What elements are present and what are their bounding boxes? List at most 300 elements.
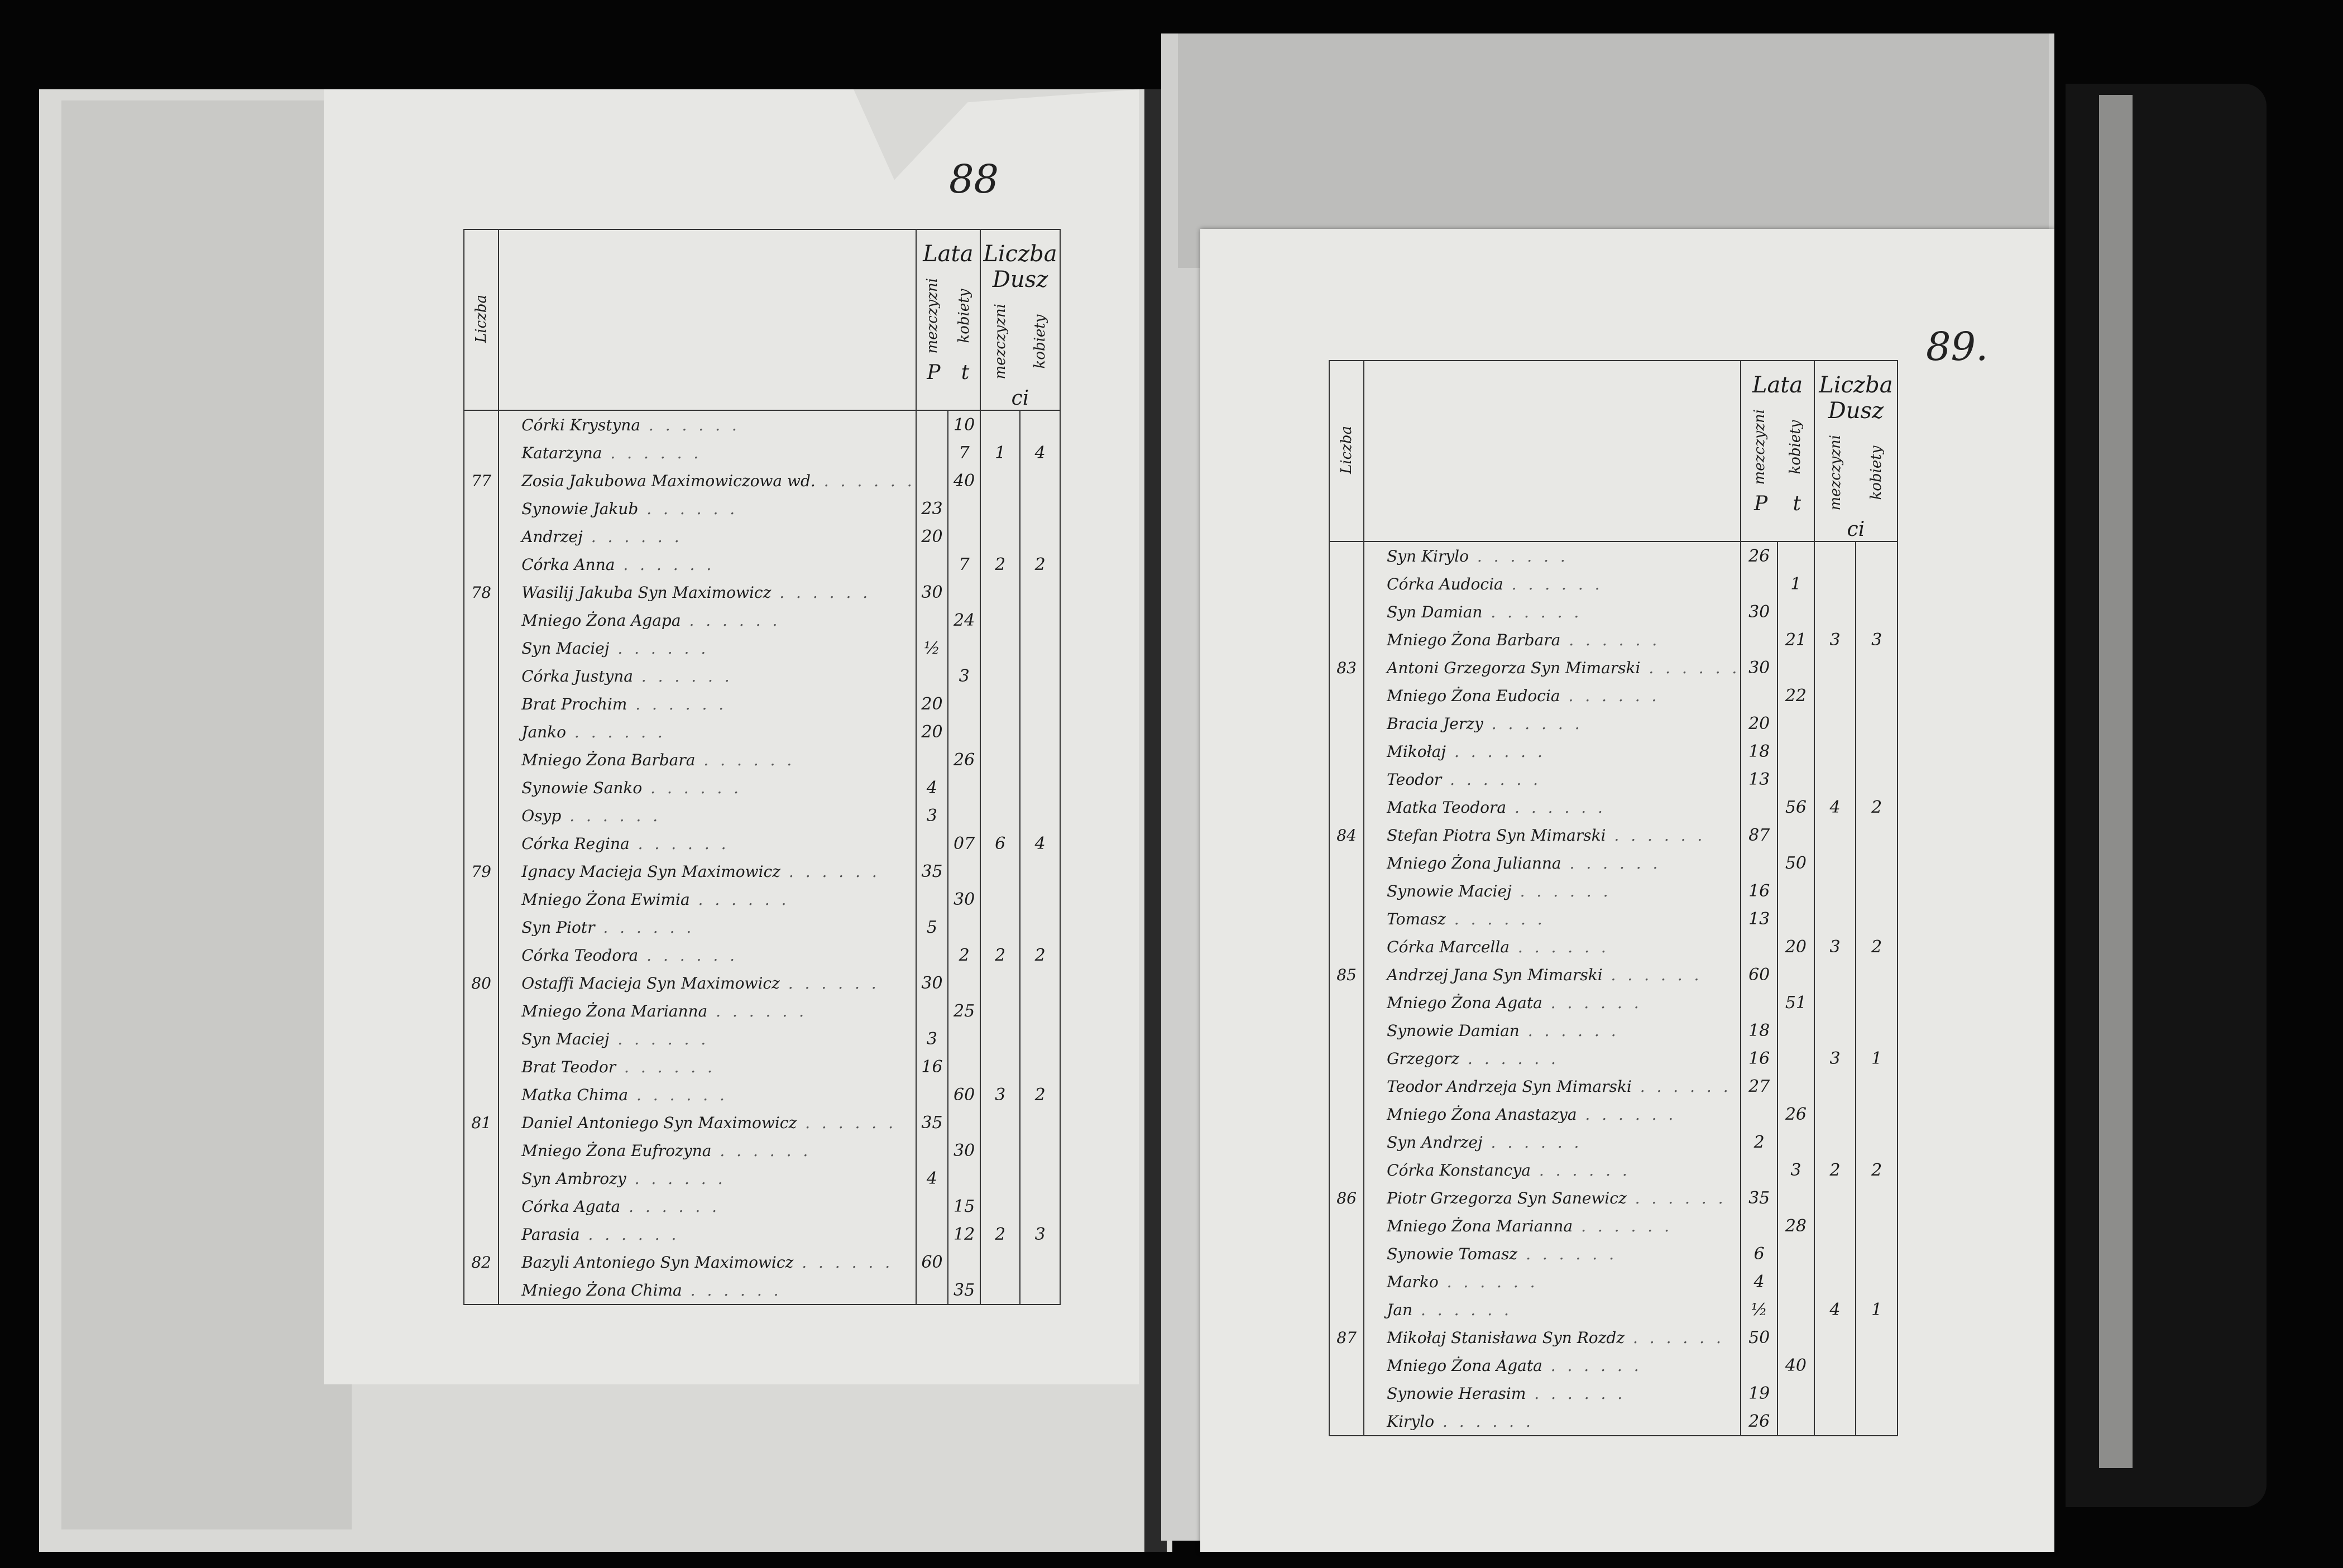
register-row (464, 522, 1060, 550)
age-female (1777, 709, 1814, 737)
age-female (1777, 1184, 1814, 1212)
register-row (464, 941, 1060, 969)
register-row (464, 774, 1060, 802)
entry-number (1329, 849, 1364, 877)
entry-number (464, 1164, 499, 1192)
age-female: 51 (1777, 989, 1814, 1016)
register-row (464, 634, 1060, 662)
age-female: 30 (948, 1137, 980, 1164)
age-female (1777, 821, 1814, 849)
count-female: 2 (1020, 941, 1060, 969)
count-female (1020, 1109, 1060, 1137)
register-row (1329, 1072, 1898, 1100)
entry-number (1329, 1128, 1364, 1156)
age-male: 60 (916, 1248, 948, 1276)
count-male: 4 (1814, 1296, 1856, 1324)
person-name: Syn Damian . . . . . . (1364, 598, 1741, 626)
age-female (948, 522, 980, 550)
count-male: 2 (980, 1220, 1020, 1248)
dotted-leader: . . . . . . (561, 806, 662, 825)
age-female (948, 634, 980, 662)
age-male (1741, 793, 1777, 821)
person-name: Marko . . . . . . (1364, 1268, 1741, 1296)
age-male (916, 1192, 948, 1220)
count-female (1020, 885, 1060, 913)
age-female (1777, 737, 1814, 765)
entry-number (464, 829, 499, 857)
dotted-leader: . . . . . . (682, 1281, 782, 1300)
age-female: 07 (948, 829, 980, 857)
count-male (980, 1025, 1020, 1053)
sub-header-m: mezczyzni (923, 278, 941, 354)
age-female: 25 (948, 997, 980, 1025)
dotted-leader: . . . . . . (1560, 686, 1660, 705)
person-name: Tomasz . . . . . . (1364, 905, 1741, 933)
person-name: Daniel Antoniego Syn Maximowicz . . . . . . (499, 1109, 916, 1137)
register-row (1329, 849, 1898, 877)
age-female (1777, 1044, 1814, 1072)
dotted-leader: . . . . . . (616, 1057, 716, 1076)
person-name: Córka Justyna . . . . . . (499, 662, 916, 690)
entry-number (464, 997, 499, 1025)
age-male: 20 (916, 718, 948, 746)
person-name: Grzegorz . . . . . . (1364, 1044, 1741, 1072)
count-male (980, 913, 1020, 941)
age-female (948, 495, 980, 522)
age-male (1741, 1100, 1777, 1128)
dotted-leader: . . . . . . (1506, 798, 1606, 817)
person-name: Mniego Żona Marianna . . . . . . (1364, 1212, 1741, 1240)
dotted-leader: . . . . . . (1468, 546, 1569, 565)
entry-number (1329, 1212, 1364, 1240)
dotted-leader: . . . . . . (1517, 1244, 1617, 1263)
register-row (464, 857, 1060, 885)
age-male: 13 (1741, 905, 1777, 933)
dotted-leader: . . . . . . (1511, 881, 1612, 900)
register-row (1329, 1407, 1898, 1436)
person-name: Córki Krystyna . . . . . . (499, 410, 916, 439)
count-male: 6 (980, 829, 1020, 857)
count-female (1020, 969, 1060, 997)
count-male (980, 718, 1020, 746)
dotted-leader: . . . . . . (566, 722, 666, 741)
age-female: 30 (948, 885, 980, 913)
entry-number (1329, 626, 1364, 654)
count-male (980, 606, 1020, 634)
count-female (1856, 765, 1898, 793)
person-name: Córka Agata . . . . . . (499, 1192, 916, 1220)
register-row (464, 690, 1060, 718)
register-row (1329, 989, 1898, 1016)
age-male: 4 (916, 774, 948, 802)
age-female (1777, 877, 1814, 905)
entry-number (464, 1137, 499, 1164)
dotted-leader: . . . . . . (1434, 1412, 1534, 1431)
count-female (1020, 1053, 1060, 1081)
sub-header-p: P (927, 361, 941, 385)
entry-number (464, 634, 499, 662)
count-female (1856, 570, 1898, 598)
col-header-nr: Liczba (1329, 361, 1364, 541)
dotted-leader: . . . . . . (620, 1197, 721, 1216)
count-male: 2 (980, 550, 1020, 578)
count-male (1814, 1407, 1856, 1436)
age-female (948, 857, 980, 885)
dotted-leader: . . . . . . (793, 1253, 894, 1272)
register-row (464, 718, 1060, 746)
register-row (464, 578, 1060, 606)
age-female (1777, 961, 1814, 989)
count-female (1856, 1184, 1898, 1212)
register-row (1329, 793, 1898, 821)
count-female (1020, 1192, 1060, 1220)
register-row (1329, 1100, 1898, 1128)
entry-number (1329, 570, 1364, 598)
person-name: Synowie Sanko . . . . . . (499, 774, 916, 802)
age-male (916, 1081, 948, 1109)
count-female: 2 (1856, 1156, 1898, 1184)
count-female (1020, 606, 1060, 634)
dotted-leader: . . . . . . (579, 1225, 680, 1244)
person-name: Synowie Damian . . . . . . (1364, 1016, 1741, 1044)
count-male (1814, 821, 1856, 849)
count-male (1814, 570, 1856, 598)
register-row (464, 1164, 1060, 1192)
dotted-leader: . . . . . . (797, 1113, 897, 1132)
dotted-leader: . . . . . . (1577, 1105, 1677, 1124)
book-cover-strip (2099, 95, 2133, 1468)
age-female (1777, 1379, 1814, 1407)
person-name: Mniego Żona Agapa . . . . . . (499, 606, 916, 634)
count-female (1856, 1379, 1898, 1407)
count-female (1020, 1164, 1060, 1192)
entry-number (464, 802, 499, 829)
count-male (1814, 905, 1856, 933)
register-row (1329, 1128, 1898, 1156)
entry-number: 80 (464, 969, 499, 997)
age-male (1741, 1351, 1777, 1379)
dotted-leader: . . . . . . (1441, 770, 1542, 789)
age-male: 30 (916, 578, 948, 606)
person-name: Syn Ambrozy . . . . . . (499, 1164, 916, 1192)
dotted-leader: . . . . . . (1542, 1356, 1642, 1375)
sub-header-m: mezczyzni (1751, 409, 1768, 485)
sub-header-m: mezczyzni (992, 304, 1009, 380)
person-name: Córka Teodora . . . . . . (499, 941, 916, 969)
age-male (1741, 1156, 1777, 1184)
sub-header-k: kobiety (1787, 420, 1804, 474)
age-male (916, 662, 948, 690)
register-row (1329, 1184, 1898, 1212)
entry-number (464, 606, 499, 634)
age-male: 60 (1741, 961, 1777, 989)
count-female: 1 (1856, 1044, 1898, 1072)
register-row (464, 662, 1060, 690)
book-cover-edge (2066, 84, 2267, 1507)
age-female: 28 (1777, 1212, 1814, 1240)
age-male: 16 (1741, 877, 1777, 905)
register-row (464, 1276, 1060, 1305)
dotted-leader: . . . . . . (629, 834, 730, 853)
register-row (464, 467, 1060, 495)
person-name: Mniego Żona Ewimia . . . . . . (499, 885, 916, 913)
person-name: Synowie Herasim . . . . . . (1364, 1379, 1741, 1407)
person-name: Synowie Jakub . . . . . . (499, 495, 916, 522)
entry-number (464, 662, 499, 690)
entry-number (1329, 765, 1364, 793)
age-female: 26 (1777, 1100, 1814, 1128)
person-name: Mikołaj Stanisława Syn Rozdz . . . . . . (1364, 1324, 1741, 1351)
count-female (1856, 961, 1898, 989)
age-female (948, 718, 980, 746)
person-name: Syn Piotr . . . . . . (499, 913, 916, 941)
register-row (1329, 709, 1898, 737)
age-male: 26 (1741, 541, 1777, 570)
register-row (1329, 570, 1898, 598)
register-row (464, 1248, 1060, 1276)
count-male: 3 (1814, 626, 1856, 654)
entry-number (464, 1276, 499, 1305)
count-male (980, 522, 1020, 550)
entry-number (464, 550, 499, 578)
count-male (1814, 1212, 1856, 1240)
count-female (1856, 1072, 1898, 1100)
entry-number: 81 (464, 1109, 499, 1137)
age-male: 16 (1741, 1044, 1777, 1072)
dotted-leader: . . . . . . (1482, 602, 1583, 621)
person-name: Mniego Żona Agata . . . . . . (1364, 1351, 1741, 1379)
person-name: Zosia Jakubowa Maximowiczowa wd. . . . . . . (499, 467, 916, 495)
count-male (980, 662, 1020, 690)
person-name: Antoni Grzegorza Syn Mimarski . . . . . . (1364, 654, 1741, 682)
dotted-leader: . . . . . . (1438, 1272, 1539, 1291)
count-male: 2 (980, 941, 1020, 969)
entry-number (464, 885, 499, 913)
count-female: 1 (1856, 1296, 1898, 1324)
age-female (1777, 1407, 1814, 1436)
entry-number: 87 (1329, 1324, 1364, 1351)
entry-number (1329, 682, 1364, 709)
dotted-leader: . . . . . . (626, 1169, 726, 1188)
dotted-leader: . . . . . . (609, 1029, 710, 1048)
age-female: 3 (948, 662, 980, 690)
count-female (1856, 1212, 1898, 1240)
dotted-leader: . . . . . . (595, 918, 695, 937)
count-male (1814, 598, 1856, 626)
age-male: 6 (1741, 1240, 1777, 1268)
person-name: Mniego Żona Barbara . . . . . . (1364, 626, 1741, 654)
entry-number (464, 1053, 499, 1081)
age-female: 3 (1777, 1156, 1814, 1184)
count-female (1856, 598, 1898, 626)
dotted-leader: . . . . . . (707, 1001, 808, 1020)
count-male (1814, 989, 1856, 1016)
age-female: 10 (948, 410, 980, 439)
age-female: 12 (948, 1220, 980, 1248)
dotted-leader: . . . . . . (628, 1085, 728, 1104)
count-female (1856, 1351, 1898, 1379)
age-female (1777, 1240, 1814, 1268)
age-female (948, 969, 980, 997)
col-header-name (1364, 361, 1741, 541)
count-female (1856, 1324, 1898, 1351)
age-female (948, 578, 980, 606)
register-row (1329, 1212, 1898, 1240)
entry-number (464, 1220, 499, 1248)
entry-number: 85 (1329, 961, 1364, 989)
person-name: Mniego Żona Marianna . . . . . . (499, 997, 916, 1025)
right-page-number: 89. (1926, 324, 1989, 370)
dotted-leader: . . . . . . (1631, 1077, 1732, 1096)
count-male (980, 410, 1020, 439)
entry-number (1329, 905, 1364, 933)
dotted-leader: . . . . . . (615, 555, 715, 574)
person-name: Bracia Jerzy . . . . . . (1364, 709, 1741, 737)
count-male (980, 746, 1020, 774)
person-name: Piotr Grzegorza Syn Sanewicz . . . . . . (1364, 1184, 1741, 1212)
person-name: Andrzej . . . . . . (499, 522, 916, 550)
person-name: Mniego Żona Barbara . . . . . . (499, 746, 916, 774)
person-name: Brat Prochim . . . . . . (499, 690, 916, 718)
person-name: Córka Konstancya . . . . . . (1364, 1156, 1741, 1184)
entry-number (1329, 989, 1364, 1016)
age-male: 26 (1741, 1407, 1777, 1436)
age-female (1777, 1128, 1814, 1156)
col-header-lata: Lata mezczyzni kobiety P t (1741, 361, 1814, 541)
person-name: Ostaffi Macieja Syn Maximowicz . . . . . . (499, 969, 916, 997)
age-male: 18 (1741, 1016, 1777, 1044)
count-female (1020, 662, 1060, 690)
dotted-leader: . . . . . . (695, 750, 796, 769)
age-male (916, 439, 948, 467)
dotted-leader: . . . . . . (711, 1141, 812, 1160)
count-male (1814, 849, 1856, 877)
count-male (980, 495, 1020, 522)
age-male: 13 (1741, 765, 1777, 793)
count-male (980, 634, 1020, 662)
register-row (1329, 1296, 1898, 1324)
age-male (916, 550, 948, 578)
entry-number (464, 410, 499, 439)
age-female (948, 1109, 980, 1137)
age-female (1777, 765, 1814, 793)
age-female: 7 (948, 550, 980, 578)
count-male (1814, 961, 1856, 989)
age-male (916, 885, 948, 913)
person-name: Mniego Żona Eudocia . . . . . . (1364, 682, 1741, 709)
person-name: Syn Kirylo . . . . . . (1364, 541, 1741, 570)
register-row (464, 410, 1060, 439)
register-row (1329, 682, 1898, 709)
count-female (1020, 467, 1060, 495)
age-female (948, 690, 980, 718)
entry-number (1329, 1407, 1364, 1436)
person-name: Syn Maciej . . . . . . (499, 1025, 916, 1053)
age-male: 27 (1741, 1072, 1777, 1100)
count-female: 3 (1856, 626, 1898, 654)
age-female (1777, 1296, 1814, 1324)
count-female (1020, 495, 1060, 522)
age-male: ½ (916, 634, 948, 662)
age-female (948, 1164, 980, 1192)
sub-header-ci: ci (1011, 387, 1029, 410)
count-male (1814, 737, 1856, 765)
person-name: Jan . . . . . . (1364, 1296, 1741, 1324)
register-row (464, 1053, 1060, 1081)
count-male (980, 997, 1020, 1025)
sub-header-m: mezczyzni (1827, 435, 1844, 511)
person-name: Mikołaj . . . . . . (1364, 737, 1741, 765)
entry-number (464, 774, 499, 802)
register-row (1329, 1268, 1898, 1296)
age-female (1777, 654, 1814, 682)
count-male (1814, 1184, 1856, 1212)
age-female: 22 (1777, 682, 1814, 709)
count-female (1020, 1276, 1060, 1305)
entry-number: 82 (464, 1248, 499, 1276)
age-female: 35 (948, 1276, 980, 1305)
register-row (464, 829, 1060, 857)
dotted-leader: . . . . . . (1459, 1049, 1559, 1068)
count-female (1856, 1240, 1898, 1268)
entry-number (464, 1081, 499, 1109)
age-female (1777, 1324, 1814, 1351)
entry-number (1329, 1379, 1364, 1407)
register-row (1329, 1351, 1898, 1379)
count-female (1856, 1128, 1898, 1156)
age-male: 20 (916, 522, 948, 550)
age-male: 30 (1741, 654, 1777, 682)
age-female (948, 802, 980, 829)
dotted-leader: . . . . . . (1446, 742, 1546, 761)
person-name: Mniego Żona Anastazya . . . . . . (1364, 1100, 1741, 1128)
register-row (464, 1109, 1060, 1137)
age-female: 40 (1777, 1351, 1814, 1379)
dotted-leader: . . . . . . (1445, 909, 1546, 928)
age-female (948, 1248, 980, 1276)
age-male (916, 606, 948, 634)
age-female: 1 (1777, 570, 1814, 598)
register-row (1329, 821, 1898, 849)
age-male: 35 (916, 857, 948, 885)
count-female (1856, 905, 1898, 933)
dotted-leader: . . . . . . (1602, 965, 1703, 984)
entry-number (1329, 709, 1364, 737)
count-female (1020, 634, 1060, 662)
entry-number (1329, 793, 1364, 821)
count-female (1020, 857, 1060, 885)
count-male (1814, 709, 1856, 737)
age-female (1777, 905, 1814, 933)
count-female (1856, 541, 1898, 570)
left-page-number: 88 (949, 156, 999, 202)
count-female: 4 (1020, 829, 1060, 857)
count-male (1814, 1351, 1856, 1379)
dotted-leader: . . . . . . (1560, 630, 1661, 649)
person-name: Parasia . . . . . . (499, 1220, 916, 1248)
count-female (1020, 690, 1060, 718)
age-male (916, 746, 948, 774)
age-male (916, 410, 948, 439)
count-male (1814, 1240, 1856, 1268)
count-male (1814, 1072, 1856, 1100)
age-male: 20 (1741, 709, 1777, 737)
person-name: Osyp . . . . . . (499, 802, 916, 829)
entry-number (1329, 1072, 1364, 1100)
person-name: Córka Anna . . . . . . (499, 550, 916, 578)
dotted-leader: . . . . . . (627, 694, 727, 713)
col-header-liczba-dusz: Liczba Dusz mezczyzni kobiety ci (1814, 361, 1898, 541)
